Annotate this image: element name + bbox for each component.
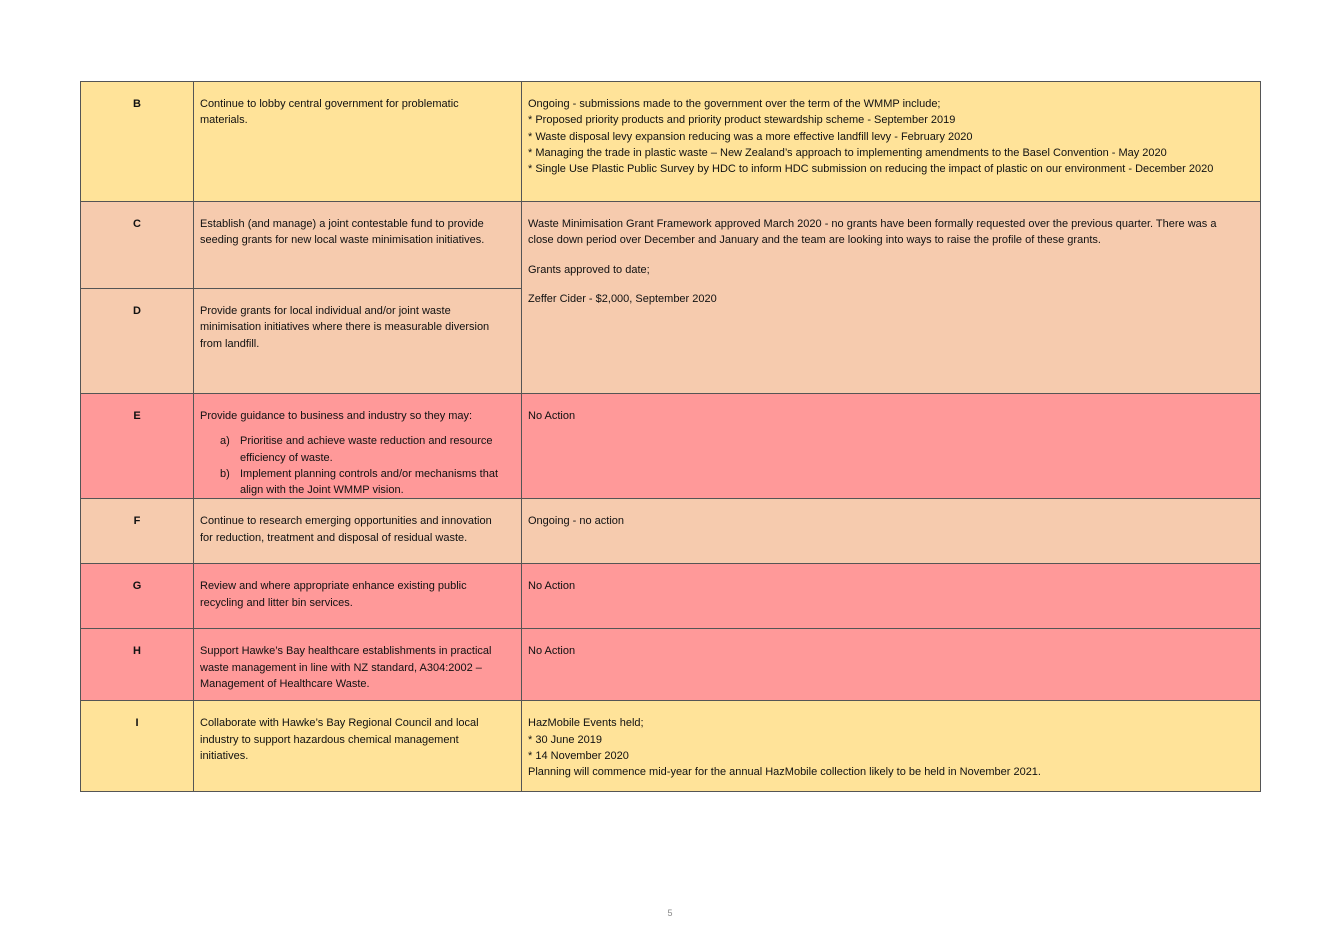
sub-list	[200, 433, 515, 498]
status-line: close down period over December and January and the team are looking into ways to raise the profile of these grants.	[528, 234, 1101, 247]
table-row-c	[81, 202, 1261, 289]
row-id: C	[81, 202, 194, 289]
table-row-f	[81, 499, 1261, 564]
action-line: Provide grants for local individual and/or joint waste	[200, 305, 451, 317]
status-line: * Managing the trade in plastic waste – New Zealand’s approach to implementing amendments to the Basel Convention - May 2020	[528, 146, 1167, 159]
action-line: Collaborate with Hawke’s Bay Regional Council and local	[200, 717, 479, 730]
row-id: B	[81, 82, 194, 202]
action-line: Continue to research emerging opportunities and innovation	[200, 515, 492, 528]
action-cell	[194, 564, 522, 629]
list-marker: a)	[220, 435, 230, 448]
row-id: F	[81, 499, 194, 564]
list-item	[200, 466, 515, 499]
status-line: * Proposed priority products and priority product stewardship scheme - September 2019	[528, 114, 956, 127]
status-line: HazMobile Events held;	[528, 717, 644, 730]
status-cell	[522, 564, 1261, 629]
action-line: Support Hawke’s Bay healthcare establishments in practical	[200, 645, 492, 658]
row-id: E	[81, 394, 194, 499]
status-cell	[522, 394, 1261, 499]
row-id: D	[81, 289, 194, 394]
action-cell	[194, 394, 522, 499]
table-row-h	[81, 629, 1261, 701]
status-line: Zeffer Cider - $2,000, September 2020	[528, 292, 717, 305]
action-line: materials.	[200, 114, 248, 127]
action-status-table	[80, 81, 1261, 792]
table-row-i	[81, 701, 1261, 792]
list-marker: b)	[220, 467, 230, 480]
status-cell	[522, 499, 1261, 564]
action-line: Continue to lobby central government for problematic	[200, 98, 459, 110]
action-line: recycling and litter bin services.	[200, 596, 353, 609]
list-item-line: efficiency of waste.	[240, 451, 333, 464]
table-row-e	[81, 394, 1261, 499]
list-item-line: align with the Joint WMMP vision.	[240, 484, 404, 497]
action-line: seeding grants for new local waste minimisation initiatives.	[200, 234, 485, 247]
status-line: * Waste disposal levy expansion reducing was a more effective landfill levy - February 2020	[528, 130, 973, 143]
table-row-g	[81, 564, 1261, 629]
action-line: Management of Healthcare Waste.	[200, 678, 370, 691]
action-line: waste management in line with NZ standard, A304:2002 –	[200, 661, 482, 674]
status-line: Ongoing - submissions made to the government over the term of the WMMP include;	[528, 98, 941, 110]
action-line: industry to support hazardous chemical management	[200, 733, 459, 746]
page-number: 5	[667, 908, 673, 918]
row-id: H	[81, 629, 194, 701]
status-line: * Single Use Plastic Public Survey by HDC to inform HDC submission on reducing the impact of plastic on our environment - December 2020	[528, 163, 1214, 176]
status-line: No Action	[528, 410, 576, 422]
action-line: Provide guidance to business and industry so they may:	[200, 410, 473, 422]
status-line: Ongoing - no action	[528, 515, 625, 528]
status-line: * 30 June 2019	[528, 733, 603, 746]
action-cell	[194, 499, 522, 564]
status-line: Grants approved to date;	[528, 263, 650, 276]
status-cell	[522, 202, 1261, 394]
action-cell	[194, 701, 522, 792]
action-line: from landfill.	[200, 337, 260, 350]
row-id: G	[81, 564, 194, 629]
list-item-line: Implement planning controls and/or mechanisms that	[240, 467, 499, 480]
action-cell	[194, 202, 522, 289]
action-line: Review and where appropriate enhance existing public	[200, 580, 467, 593]
action-line: initiatives.	[200, 750, 249, 763]
status-line: No Action	[528, 645, 576, 658]
action-cell	[194, 629, 522, 701]
status-line: * 14 November 2020	[528, 750, 629, 763]
status-line: Planning will commence mid-year for the annual HazMobile collection likely to be held in November 2021.	[528, 766, 1041, 779]
status-line: Waste Minimisation Grant Framework approved March 2020 - no grants have been formally requested over the previous quarter. There was a	[528, 218, 1217, 230]
list-item-line: Prioritise and achieve waste reduction and resource	[240, 435, 493, 448]
action-cell	[194, 289, 522, 394]
action-cell	[194, 82, 522, 202]
status-cell	[522, 82, 1261, 202]
table-row-b	[81, 82, 1261, 202]
list-item	[200, 433, 515, 466]
status-cell	[522, 629, 1261, 701]
row-id: I	[81, 701, 194, 792]
action-line: for reduction, treatment and disposal of residual waste.	[200, 531, 468, 544]
action-line: Establish (and manage) a joint contestable fund to provide	[200, 218, 484, 230]
status-line: No Action	[528, 580, 576, 593]
action-line: minimisation initiatives where there is measurable diversion	[200, 321, 490, 334]
status-cell	[522, 701, 1261, 792]
